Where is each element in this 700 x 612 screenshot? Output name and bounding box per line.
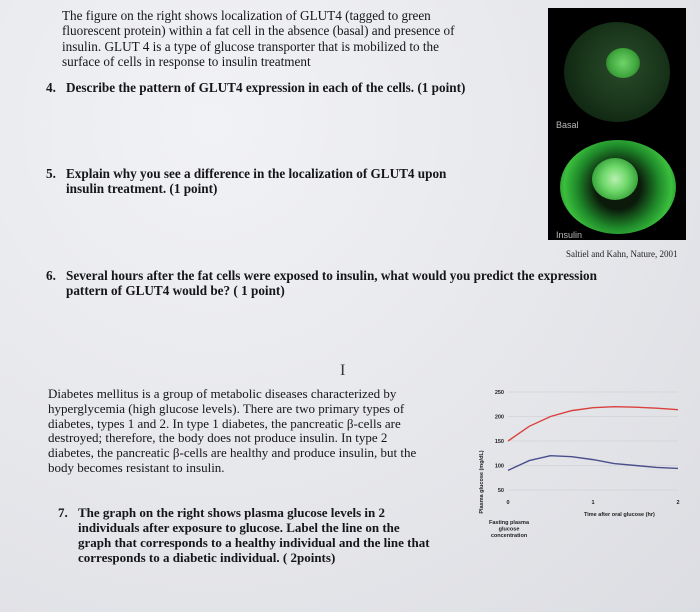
question-text: Describe the pattern of GLUT4 expression in each of the cells. (1 point): [66, 80, 466, 95]
y-tick-label: 150: [494, 439, 504, 445]
question-number: 5.: [46, 166, 56, 181]
y-tick-label: 250: [494, 390, 504, 396]
glucose-chart: [478, 384, 694, 544]
question-4: [46, 80, 526, 95]
diabetes-line: destroyed; therefore, the body does not produce insulin. In type 2: [48, 430, 388, 446]
series-line-2: [508, 456, 678, 471]
insulin-cell-fluorescence: [592, 158, 638, 200]
basal-cell-fluorescence: [606, 48, 640, 78]
y-ticks: [495, 390, 504, 494]
question-text: Several hours after the fat cells were exposed to insulin, what would you predict the expression: [66, 268, 597, 283]
diabetes-line: diabetes, the pancreatic β-cells are healthy and produce insulin, but the: [48, 445, 417, 461]
y-axis-label: Plasma glucose (mg/dL): [479, 450, 485, 514]
diabetes-paragraph: [48, 387, 468, 476]
question-text: graph that corresponds to a healthy individual and the line that: [78, 535, 430, 550]
question-text: The graph on the right shows plasma glucose levels in 2: [78, 505, 385, 520]
diabetes-line: Diabetes mellitus is a group of metabolic diseases characterized by: [48, 386, 397, 401]
gridlines: [508, 392, 678, 490]
x-tick-label: 2: [676, 500, 680, 506]
basal-label: Basal: [556, 120, 579, 130]
y-tick-label: 50: [497, 488, 504, 494]
question-5: [46, 166, 516, 197]
insulin-label: Insulin: [556, 230, 583, 240]
diabetes-line: body becomes resistant to insulin.: [48, 459, 225, 475]
text-cursor-icon: I: [340, 362, 346, 379]
question-number: 4.: [46, 80, 56, 95]
intro-line: surface of cells in response to insulin treatment: [62, 54, 311, 70]
intro-paragraph: [62, 8, 502, 70]
intro-line: fluorescent protein) within a fat cell in the absence (basal) and presence of: [62, 23, 455, 39]
x-tick-label: 0: [506, 500, 510, 506]
question-number: 6.: [46, 268, 56, 283]
question-6: [46, 268, 676, 299]
question-text: individuals after exposure to glucose. Label the line on the: [78, 520, 400, 535]
question-7: [58, 505, 478, 565]
x-start-label: Fasting plasma glucose concentration: [488, 520, 530, 539]
question-text: Explain why you see a difference in the localization of GLUT4 upon: [66, 166, 447, 181]
question-text: pattern of GLUT4 would be? ( 1 point): [66, 283, 285, 299]
x-axis-label: Time after oral glucose (hr): [584, 512, 655, 518]
question-number: 7.: [58, 505, 68, 520]
y-tick-label: 100: [494, 463, 504, 470]
glucose-chart-svg: [478, 384, 694, 544]
series-line-1: [508, 407, 678, 441]
question-text: insulin treatment. (1 point): [66, 181, 218, 197]
glut4-micrograph: [548, 8, 686, 240]
question-text: corresponds to a diabetic individual. ( 2points): [78, 550, 336, 565]
diabetes-line: diabetes, types 1 and 2. In type 1 diabetes, the pancreatic β-cells are: [48, 415, 401, 431]
x-ticks: [506, 500, 679, 506]
y-tick-label: 200: [494, 414, 504, 421]
intro-line: insulin. GLUT 4 is a type of glucose transporter that is mobilized to the: [62, 38, 439, 54]
intro-line: The figure on the right shows localization of GLUT4 (tagged to green: [62, 8, 431, 23]
x-tick-label: 1: [591, 500, 595, 506]
diabetes-line: hyperglycemia (high glucose levels). There are two primary types of: [48, 400, 405, 416]
figure-credit: Saltiel and Kahn, Nature, 2001: [566, 249, 678, 259]
